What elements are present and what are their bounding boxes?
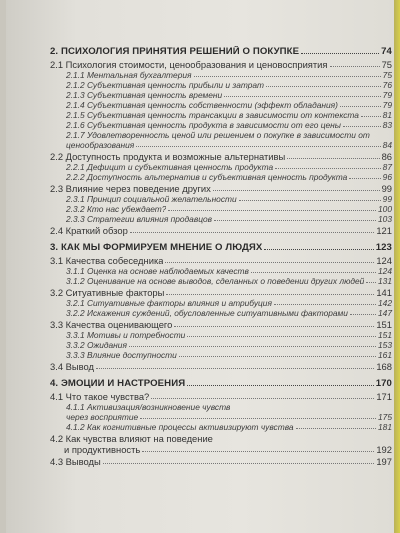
toc-leader-dots: [340, 106, 381, 107]
toc-subsection: [50, 100, 392, 110]
toc-section: [50, 319, 392, 330]
toc-section: [50, 433, 392, 455]
toc-page-number: 170: [375, 378, 392, 389]
toc-leader-dots: [96, 368, 374, 369]
toc-entry-title: 3.3.1 Мотивы и потребности: [66, 330, 186, 340]
toc-page-number: 96: [382, 172, 392, 182]
toc-entry-title: 2.1.7 Удовлетворенность ценой или решением о покупке в зависимости от: [66, 130, 370, 140]
toc-entry-title: 2.3.3 Стратегии влияния продавцов: [66, 214, 213, 224]
toc-entry-title: 3.3.2 Ожидания: [66, 340, 127, 350]
toc-subsection: [50, 204, 392, 214]
toc-leader-dots: [140, 418, 376, 419]
toc-entry-title: 2.1.3 Субъективная ценность времени: [66, 90, 223, 100]
toc-entry-title: 3.1.2 Оценивание на основе выводов, сделанных о поведении других людей: [66, 276, 365, 286]
toc-page-number: 147: [378, 308, 392, 318]
toc-leader-dots: [251, 272, 376, 273]
toc-leader-dots: [275, 168, 381, 169]
toc-leader-dots: [166, 294, 374, 295]
toc-leader-dots: [264, 249, 373, 250]
toc-subsection: [50, 110, 392, 120]
toc-leader-dots: [213, 190, 380, 191]
toc-subsection: [50, 120, 392, 130]
toc-page-number: 75: [381, 59, 392, 70]
toc-entry-title: 3.2.1 Ситуативные факторы влияния и атрибуция: [66, 298, 272, 308]
toc-page-number: 103: [378, 214, 392, 224]
toc-page-number: 151: [376, 319, 392, 330]
toc-subsection: [50, 276, 392, 286]
toc-leader-dots: [287, 158, 379, 159]
toc-leader-dots: [136, 146, 380, 147]
toc-page-number: 161: [378, 350, 392, 360]
toc-page-number: 175: [378, 412, 392, 422]
toc-entry-title: 2.3.1 Принцип социальной желательности: [66, 194, 237, 204]
toc-entry-title: 4.1.2 Как когнитивные процессы активизируют чувства: [66, 422, 294, 432]
toc-leader-dots: [296, 428, 376, 429]
toc-leader-dots: [174, 326, 374, 327]
toc-chapter: [50, 378, 392, 390]
toc-page-number: 84: [382, 140, 392, 150]
toc-section: [50, 151, 392, 162]
toc-subsection: [50, 214, 392, 224]
toc-leader-dots: [349, 178, 380, 179]
toc-leader-dots: [214, 220, 376, 221]
toc-leader-dots: [366, 282, 376, 283]
toc-subsection: [50, 194, 392, 204]
toc-subsection: [50, 80, 392, 90]
toc-page-number: 74: [381, 46, 392, 57]
toc-entry-title-line2: через восприятие: [66, 412, 139, 422]
toc-section: [50, 456, 392, 467]
toc-page-number: 99: [381, 183, 392, 194]
toc-page-number: 124: [376, 255, 392, 266]
toc-leader-dots: [343, 126, 381, 127]
toc-entry-title: 2.3 Влияние через поведение других: [50, 183, 211, 194]
toc-leader-dots: [179, 356, 376, 357]
toc-page-number: 79: [382, 90, 392, 100]
toc-leader-dots: [151, 398, 374, 399]
toc-section: [50, 255, 392, 266]
toc-leader-dots: [194, 76, 381, 77]
toc-section: [50, 391, 392, 402]
toc-entry-continuation: [50, 444, 392, 455]
toc-entry-title-line2: ценообразования: [66, 140, 135, 150]
toc-section: [50, 183, 392, 194]
toc-entry-title: 2.2.2 Доступность альтернатив и субъективная ценность продукта: [66, 172, 348, 182]
toc-leader-dots: [350, 314, 376, 315]
toc-page-number: 99: [382, 194, 392, 204]
toc-section: [50, 59, 392, 70]
toc-subsection: [50, 350, 392, 360]
toc-subsection: [50, 308, 392, 318]
toc-page-number: 121: [376, 225, 392, 236]
toc-section: [50, 225, 392, 236]
toc-leader-dots: [301, 53, 379, 54]
toc-leader-dots: [266, 86, 381, 87]
toc-subsection: [50, 422, 392, 432]
toc-entry-title: 2.2 Доступность продукта и возможные альтернативы: [50, 151, 286, 162]
toc-entry-title: 3.2.2 Искажения суждений, обусловленные ситуативными факторами: [66, 308, 348, 318]
toc-subsection: [50, 330, 392, 340]
toc-entry-title: 3.4 Вывод: [50, 361, 94, 372]
toc-page-number: 153: [378, 340, 392, 350]
toc-leader-dots: [187, 385, 373, 386]
toc-subsection: [50, 162, 392, 172]
toc-leader-dots: [142, 451, 374, 452]
toc-leader-dots: [224, 96, 381, 97]
toc-entry-title: 3.3.3 Влияние доступности: [66, 350, 177, 360]
toc-section: [50, 287, 392, 298]
toc-leader-dots: [103, 463, 375, 464]
toc-entry-title: 4.2 Как чувства влияют на поведение: [50, 433, 213, 444]
toc-subsection: [50, 130, 392, 150]
toc-page-number: 79: [382, 100, 392, 110]
toc-chapter: [50, 242, 392, 254]
toc-page-number: 168: [376, 361, 392, 372]
toc-entry-continuation: [66, 140, 392, 150]
toc-leader-dots: [187, 336, 376, 337]
toc-page-number: 197: [376, 456, 392, 467]
toc-entry-title: 2.3.2 Кто нас убеждает?: [66, 204, 167, 214]
toc-page-number: 123: [375, 242, 392, 253]
toc-page-number: 83: [382, 120, 392, 130]
toc-entry-title-line2: и продуктивность: [64, 444, 141, 455]
page-edge: [394, 0, 400, 533]
toc-page-number: 131: [378, 276, 392, 286]
toc-leader-dots: [129, 346, 376, 347]
toc-page-number: 86: [381, 151, 392, 162]
toc-entry-title: 4.1 Что такое чувства?: [50, 391, 150, 402]
toc-entry-title: 2.2.1 Дефицит и субъективная ценность продукта: [66, 162, 274, 172]
book-page: [6, 0, 400, 533]
toc-leader-dots: [239, 200, 381, 201]
toc-subsection: [50, 298, 392, 308]
toc-leader-dots: [330, 66, 380, 67]
toc-entry-continuation: [66, 412, 392, 422]
toc-page-number: 181: [378, 422, 392, 432]
toc-subsection: [50, 266, 392, 276]
toc-entry-title: 4. ЭМОЦИИ И НАСТРОЕНИЯ: [50, 378, 186, 389]
toc-entry-title: 3.1 Качества собеседника: [50, 255, 164, 266]
toc-subsection: [50, 402, 392, 422]
toc-subsection: [50, 70, 392, 80]
toc-entry-title: 2.1.6 Субъективная ценность продукта в зависимости от его цены: [66, 120, 341, 130]
toc-page-number: 100: [378, 204, 392, 214]
toc-subsection: [50, 172, 392, 182]
toc-subsection: [50, 90, 392, 100]
toc-page-number: 141: [376, 287, 392, 298]
toc-entry-title: 4.3 Выводы: [50, 456, 101, 467]
toc-page-number: 124: [378, 266, 392, 276]
toc-entry-title: 2. ПСИХОЛОГИЯ ПРИНЯТИЯ РЕШЕНИЙ О ПОКУПКЕ: [50, 46, 300, 57]
toc-leader-dots: [168, 210, 376, 211]
toc-entry-title: 3. КАК МЫ ФОРМИРУЕМ МНЕНИЕ О ЛЮДЯХ: [50, 242, 263, 253]
toc-subsection: [50, 340, 392, 350]
toc-page-number: 87: [382, 162, 392, 172]
toc-page-number: 81: [382, 110, 392, 120]
toc-page-number: 151: [378, 330, 392, 340]
table-of-contents: [50, 40, 392, 467]
toc-page-number: 192: [376, 444, 392, 455]
toc-entry-title: 2.1 Психология стоимости, ценообразования и ценовосприятия: [50, 59, 328, 70]
toc-entry-title: 2.4 Краткий обзор: [50, 225, 128, 236]
toc-chapter: [50, 46, 392, 58]
toc-leader-dots: [274, 304, 376, 305]
toc-section: [50, 361, 392, 372]
toc-leader-dots: [130, 232, 375, 233]
toc-page-number: 171: [376, 391, 392, 402]
toc-entry-title: 2.1.2 Субъективная ценность прибыли и затрат: [66, 80, 265, 90]
toc-entry-title: 3.2 Ситуативные факторы: [50, 287, 165, 298]
toc-page-number: 142: [378, 298, 392, 308]
toc-leader-dots: [165, 262, 374, 263]
toc-entry-title: 2.1.5 Субъективная ценность трансакции в зависимости от контекста: [66, 110, 359, 120]
toc-entry-title: 4.1.1 Активизация/возникновение чувств: [66, 402, 231, 412]
toc-entry-title: 3.1.1 Оценка на основе наблюдаемых качеств: [66, 266, 249, 276]
toc-entry-title: 2.1.1 Ментальная бухгалтерия: [66, 70, 192, 80]
toc-entry-title: 2.1.4 Субъективная ценность собственности (эффект обладания): [66, 100, 338, 110]
toc-leader-dots: [361, 116, 381, 117]
toc-entry-title: 3.3 Качества оценивающего: [50, 319, 173, 330]
toc-page-number: 76: [382, 80, 392, 90]
toc-page-number: 75: [382, 70, 392, 80]
